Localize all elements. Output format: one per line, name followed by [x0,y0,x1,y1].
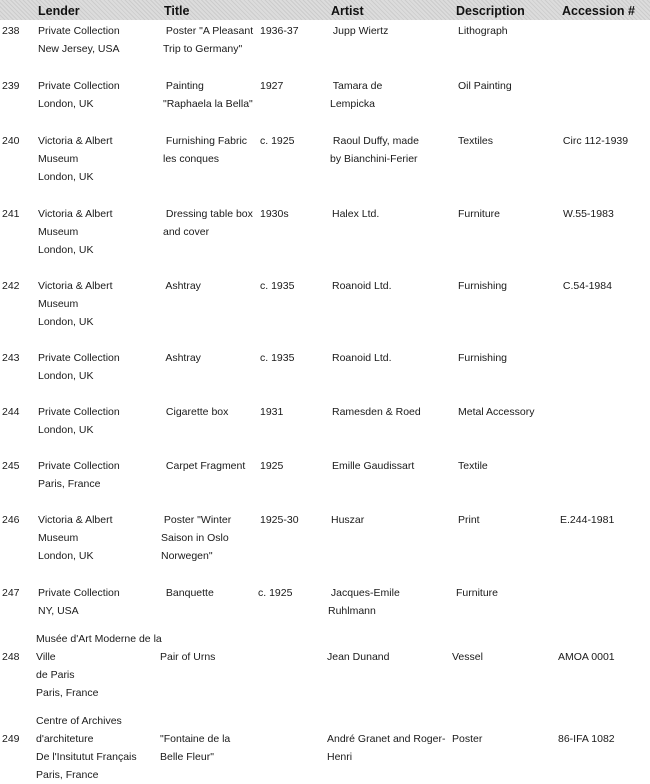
header-title: Title [164,4,190,18]
row-number: 239 [2,80,20,92]
lender-cell: Private Collection London, UK [38,80,120,110]
title-cell: Poster "A Pleasant Trip to Germany" [163,25,254,55]
accession-cell: AMOA 0001 [558,651,615,663]
date-cell: 1925 [260,460,284,472]
date-cell: 1930s [260,208,289,220]
row-number: 246 [2,514,20,526]
title-cell: Ashtray [163,280,201,292]
lender-cell: Victoria & Albert Museum London, UK [38,280,113,328]
row-number: 238 [2,25,20,37]
row-number: 245 [2,460,20,472]
header-artist: Artist [331,4,364,18]
date-cell: c. 1935 [260,352,295,364]
date-cell: c. 1925 [258,587,293,599]
title-cell: Pair of Urns [160,651,216,663]
date-cell: c. 1935 [260,280,295,292]
row-number: 244 [2,406,20,418]
header-description: Description [456,4,525,18]
description-cell: Oil Painting [458,80,512,92]
date-cell: 1925-30 [260,514,299,526]
lender-cell: Private Collection NY, USA [38,587,120,617]
lender-cell: Private Collection New Jersey, USA [38,25,120,55]
row-number: 241 [2,208,20,220]
lender-cell: Musée d'Art Moderne de la Ville de Paris Paris, France [36,633,162,699]
lender-cell: Victoria & Albert Museum London, UK [38,514,113,562]
description-cell: Metal Accessory [458,406,535,418]
date-cell: 1931 [260,406,284,418]
title-cell: Dressing table box and cover [163,208,253,238]
lender-cell: Private Collection Paris, France [38,460,120,490]
lender-cell: Victoria & Albert Museum London, UK [38,135,113,183]
artist-cell: Jacques-Emile Ruhlmann [328,587,400,617]
description-cell: Print [458,514,480,526]
date-cell: 1936-37 [260,25,299,37]
description-cell: Textiles [458,135,494,147]
artist-cell: Ramesden & Roed [332,406,421,418]
row-number: 247 [2,587,20,599]
description-cell: Furniture [458,208,501,220]
artist-cell: Raoul Duffy, made by Bianchini-Ferier [330,135,419,165]
artist-cell: Huszar [331,514,365,526]
lender-cell: Private Collection London, UK [38,352,120,382]
description-cell: Furniture [456,587,499,599]
row-number: 249 [2,733,20,745]
description-cell: Poster [452,733,483,745]
accession-cell: W.55-1983 [563,208,614,220]
date-cell: 1927 [260,80,284,92]
description-cell: Lithograph [458,25,508,37]
lender-cell: Private Collection London, UK [38,406,120,436]
title-cell: Banquette [163,587,214,599]
description-cell: Furnishing [458,352,508,364]
accession-cell: 86-IFA 1082 [558,733,615,745]
accession-cell: C.54-1984 [560,280,612,292]
row-number: 240 [2,135,20,147]
lender-cell: Centre of Archives d'architeture De l'Insitutut Français Paris, France [36,715,137,781]
title-cell: Ashtray [163,352,201,364]
artist-cell: Roanoid Ltd. [332,280,392,292]
row-number: 248 [2,651,20,663]
title-cell: Painting "Raphaela la Bella" [163,80,253,110]
description-cell: Furnishing [458,280,508,292]
table-header [0,0,650,20]
accession-cell: E.244-1981 [560,514,615,526]
artist-cell: Roanoid Ltd. [332,352,392,364]
date-cell: c. 1925 [260,135,295,147]
artist-cell: Emille Gaudissart [332,460,415,472]
title-cell: Cigarette box [163,406,229,418]
title-cell: Poster "Winter Saison in Oslo Norwegen" [161,514,232,562]
title-cell: Furnishing Fabric les conques [163,135,248,165]
artist-cell: Halex Ltd. [332,208,380,220]
header-accession: Accession # [562,4,635,18]
row-number: 243 [2,352,20,364]
title-cell: Carpet Fragment [163,460,246,472]
description-cell: Textile [458,460,488,472]
lender-cell: Victoria & Albert Museum London, UK [38,208,113,256]
artist-cell: Tamara de Lempicka [330,80,383,110]
description-cell: Vessel [452,651,483,663]
accession-cell: Circ 112-1939 [560,135,629,147]
header-lender: Lender [38,4,80,18]
artist-cell: Jupp Wiertz [330,25,389,37]
row-number: 242 [2,280,20,292]
title-cell: "Fontaine de la Belle Fleur" [160,733,231,763]
artist-cell: Jean Dunand [327,651,390,663]
artist-cell: André Granet and Roger- Henri [327,733,446,763]
